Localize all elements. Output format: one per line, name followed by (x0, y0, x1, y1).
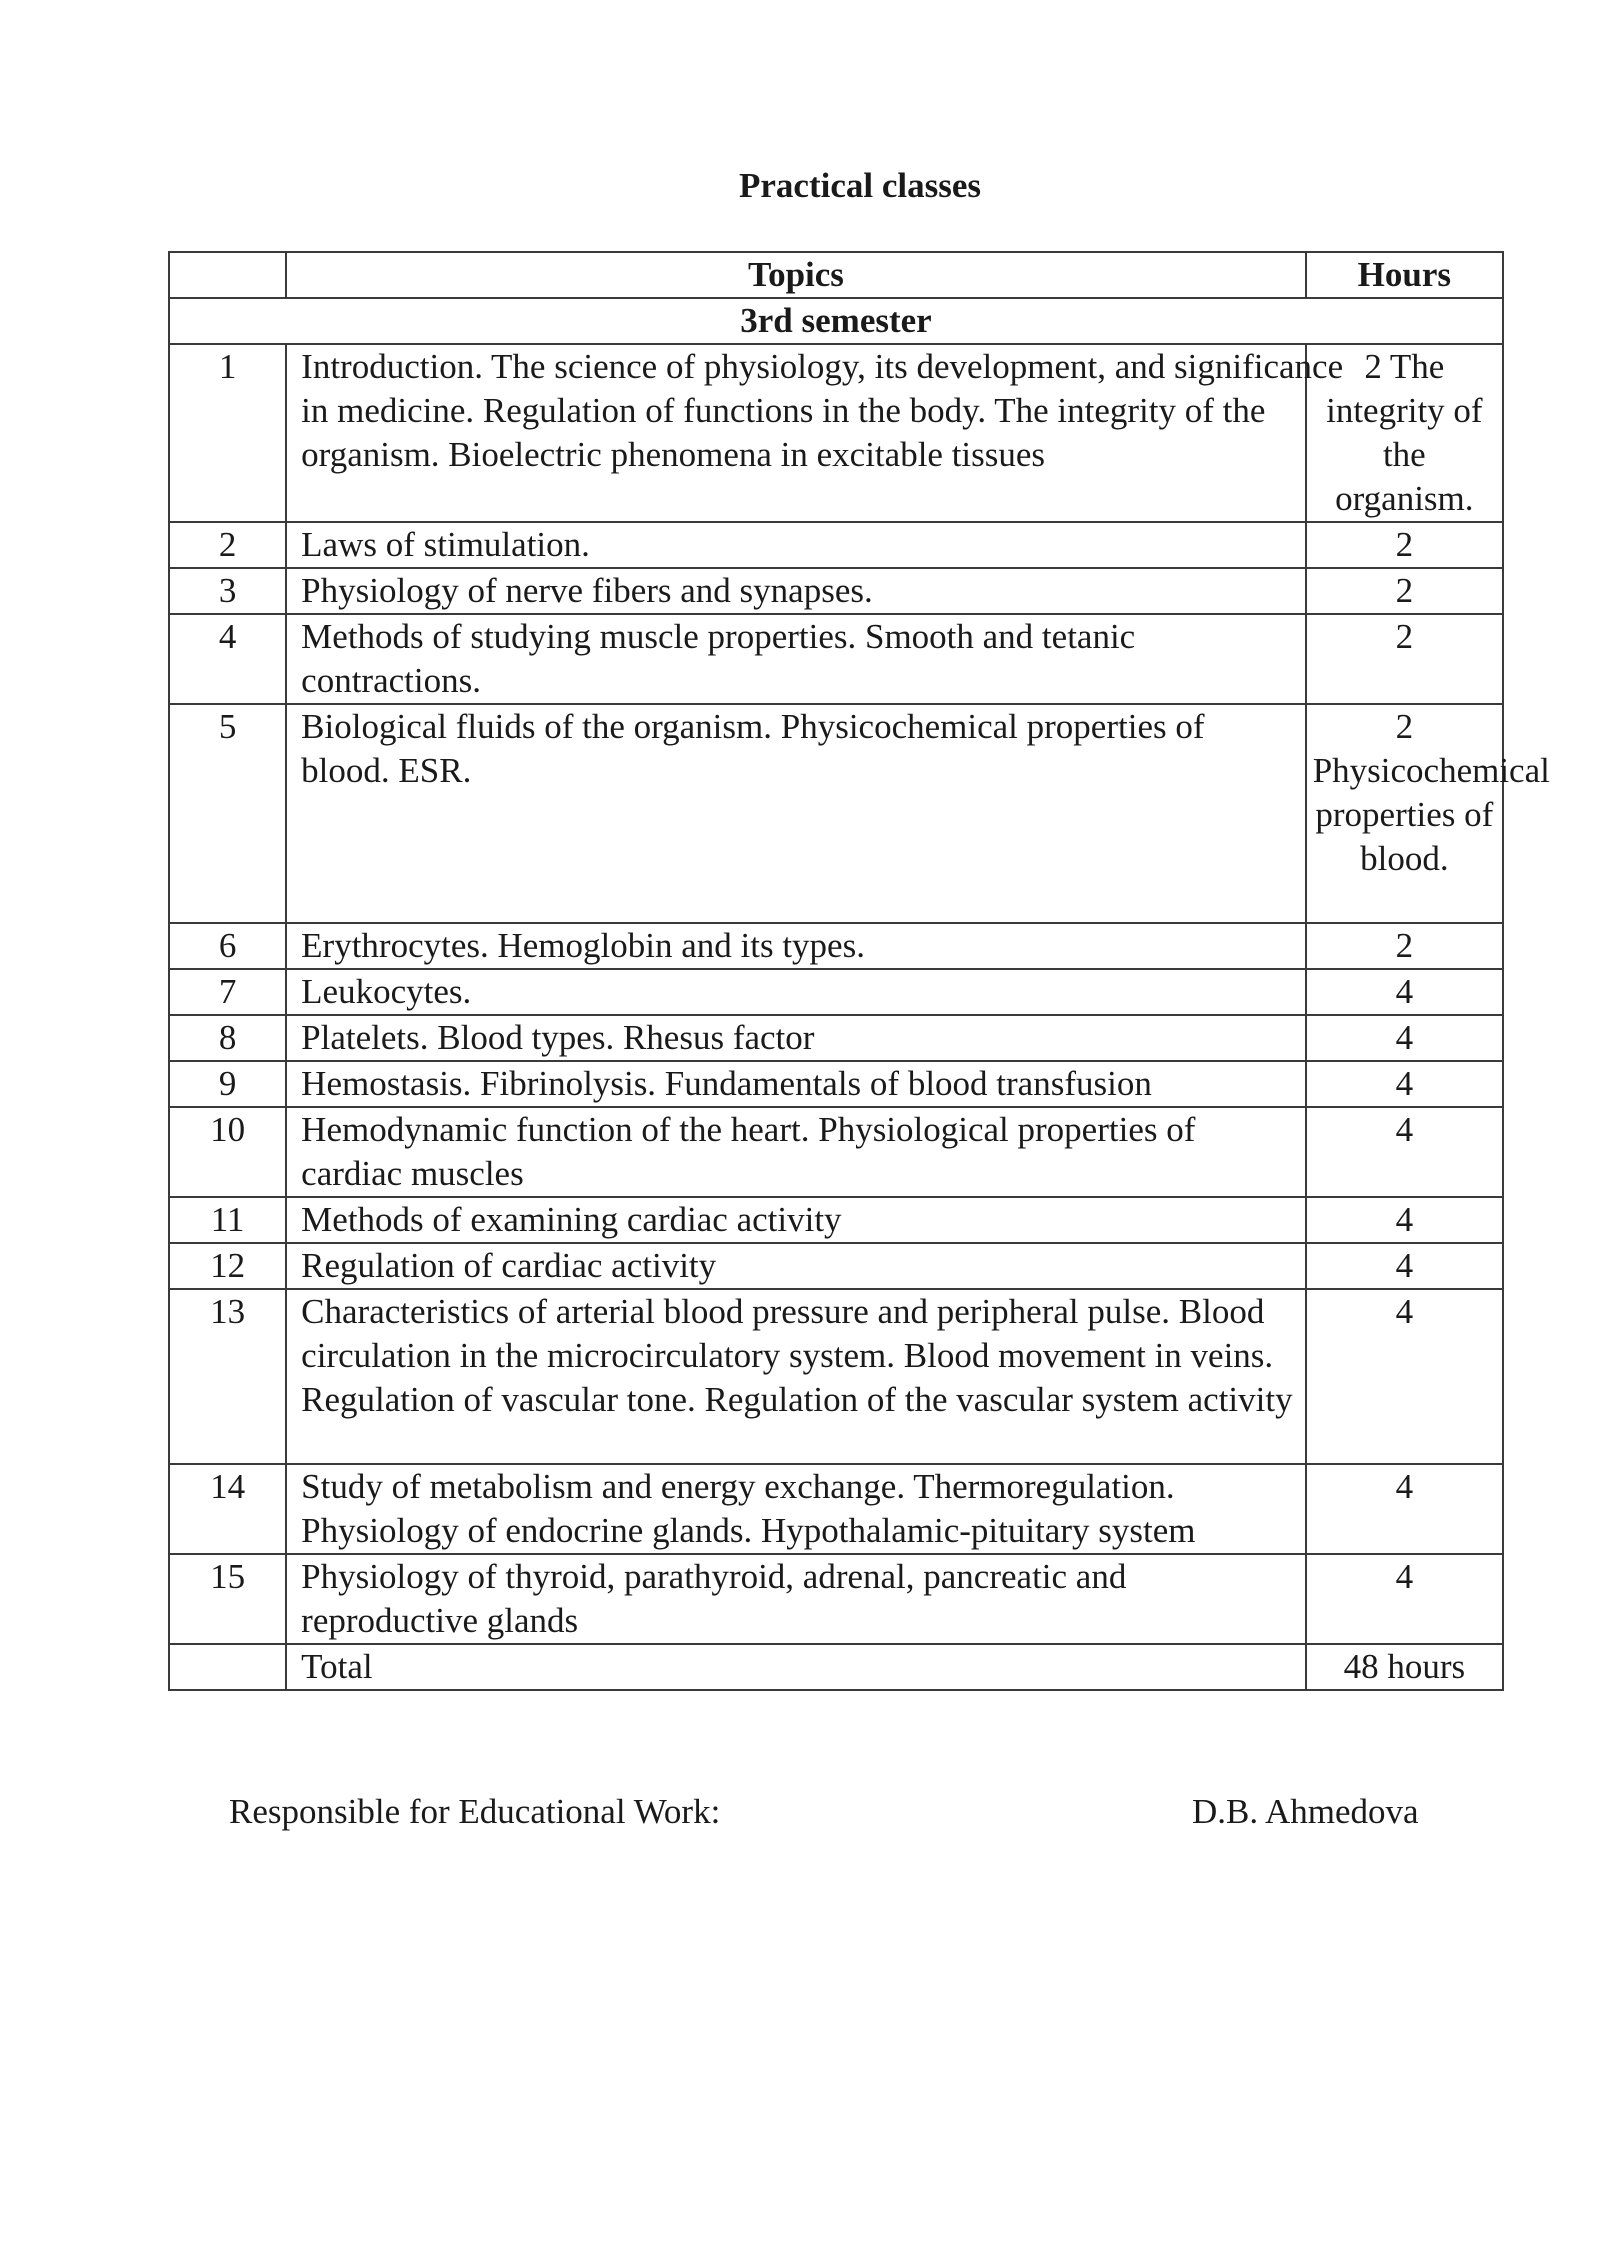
table-row (169, 1243, 1503, 1289)
table-row (169, 344, 1503, 522)
table-row (169, 969, 1503, 1015)
table-row (169, 1061, 1503, 1107)
row-number: 3 (169, 568, 286, 614)
row-topic: Characteristics of arterial blood pressure and peripheral pulse. Blood circulation in the microcirculatory system. Blood movement in veins. Regulation of vascular tone. Regulation of the vascular system activity (286, 1289, 1306, 1464)
row-topic: Laws of stimulation. (286, 522, 1306, 568)
row-topic (286, 344, 1344, 522)
semester-label: 3rd semester (169, 298, 1503, 344)
row-topic: Physiology of thyroid, parathyroid, adrenal, pancreatic and reproductive glands (286, 1554, 1306, 1644)
row-topic: Leukocytes. (286, 969, 1306, 1015)
row-topic: Methods of studying muscle properties. Smooth and tetanic contractions. (286, 614, 1306, 704)
row-number: 12 (169, 1243, 286, 1289)
table-row (169, 1289, 1503, 1464)
row-hours: 2 (1306, 614, 1503, 704)
row-hours: 4 (1306, 969, 1503, 1015)
row-number: 15 (169, 1554, 286, 1644)
row-topic: Hemostasis. Fibrinolysis. Fundamentals of blood transfusion (286, 1061, 1306, 1107)
row-topic: Regulation of cardiac activity (286, 1243, 1306, 1289)
row-number: 5 (169, 704, 286, 923)
row-number: 8 (169, 1015, 286, 1061)
semester-row (169, 298, 1503, 344)
row-number: 9 (169, 1061, 286, 1107)
row-number: 7 (169, 969, 286, 1015)
header-hours: Hours (1306, 252, 1503, 298)
total-number (169, 1644, 286, 1690)
header-number (169, 252, 286, 298)
table-row (169, 568, 1503, 614)
row-number: 2 (169, 522, 286, 568)
row-hours: 2 The integrity of the organism. (1306, 344, 1503, 522)
total-label: Total (286, 1644, 1306, 1690)
table-row (169, 1197, 1503, 1243)
row-hours: 2 (1306, 568, 1503, 614)
row-topic-line: Introduction. The science of physiology, its development, and significance (301, 347, 1344, 386)
row-hours: 2 (1306, 923, 1503, 969)
row-topic: Methods of examining cardiac activity (286, 1197, 1306, 1243)
total-hours: 48 hours (1306, 1644, 1503, 1690)
row-topic: Study of metabolism and energy exchange. Thermoregulation. Physiology of endocrine glands. Hypothalamic-pituitary system (286, 1464, 1306, 1554)
row-hours: 4 (1306, 1107, 1503, 1197)
row-topic-line: in medicine. Regulation of functions in the body. The integrity of the (301, 391, 1266, 430)
row-hours: 2 (1306, 522, 1503, 568)
responsible-label: Responsible for Educational Work: (229, 1792, 721, 1831)
row-hours: 2 Physicochemical properties of blood. (1306, 704, 1503, 923)
table-row (169, 1015, 1503, 1061)
page-title: Practical classes (739, 166, 981, 205)
row-number: 13 (169, 1289, 286, 1464)
table-header-row (169, 252, 1503, 298)
table-row (169, 704, 1503, 923)
row-hours: 4 (1306, 1061, 1503, 1107)
table-row (169, 1464, 1503, 1554)
row-topic: Physiology of nerve fibers and synapses. (286, 568, 1306, 614)
row-number: 14 (169, 1464, 286, 1554)
row-hours: 4 (1306, 1464, 1503, 1554)
total-row (169, 1644, 1503, 1690)
table-row (169, 614, 1503, 704)
row-hours: 4 (1306, 1243, 1503, 1289)
table-row (169, 1107, 1503, 1197)
row-number: 4 (169, 614, 286, 704)
row-hours: 4 (1306, 1289, 1503, 1464)
row-topic: Erythrocytes. Hemoglobin and its types. (286, 923, 1306, 969)
row-topic: Platelets. Blood types. Rhesus factor (286, 1015, 1306, 1061)
row-number: 6 (169, 923, 286, 969)
header-topics: Topics (286, 252, 1306, 298)
row-number: 10 (169, 1107, 286, 1197)
table-row (169, 923, 1503, 969)
row-number: 11 (169, 1197, 286, 1243)
practical-classes-table (168, 251, 1550, 1691)
row-hours: 4 (1306, 1197, 1503, 1243)
row-topic-line: organism. Bioelectric phenomena in excitable tissues (301, 435, 1046, 474)
table-row (169, 522, 1503, 568)
row-topic: Hemodynamic function of the heart. Physiological properties of cardiac muscles (286, 1107, 1306, 1197)
row-topic: Biological fluids of the organism. Physicochemical properties of blood. ESR. (286, 704, 1306, 923)
row-number: 1 (169, 344, 286, 522)
row-hours: 4 (1306, 1554, 1503, 1644)
row-hours: 4 (1306, 1015, 1503, 1061)
table-row (169, 1554, 1503, 1644)
signatory-name: D.B. Ahmedova (1192, 1792, 1419, 1831)
